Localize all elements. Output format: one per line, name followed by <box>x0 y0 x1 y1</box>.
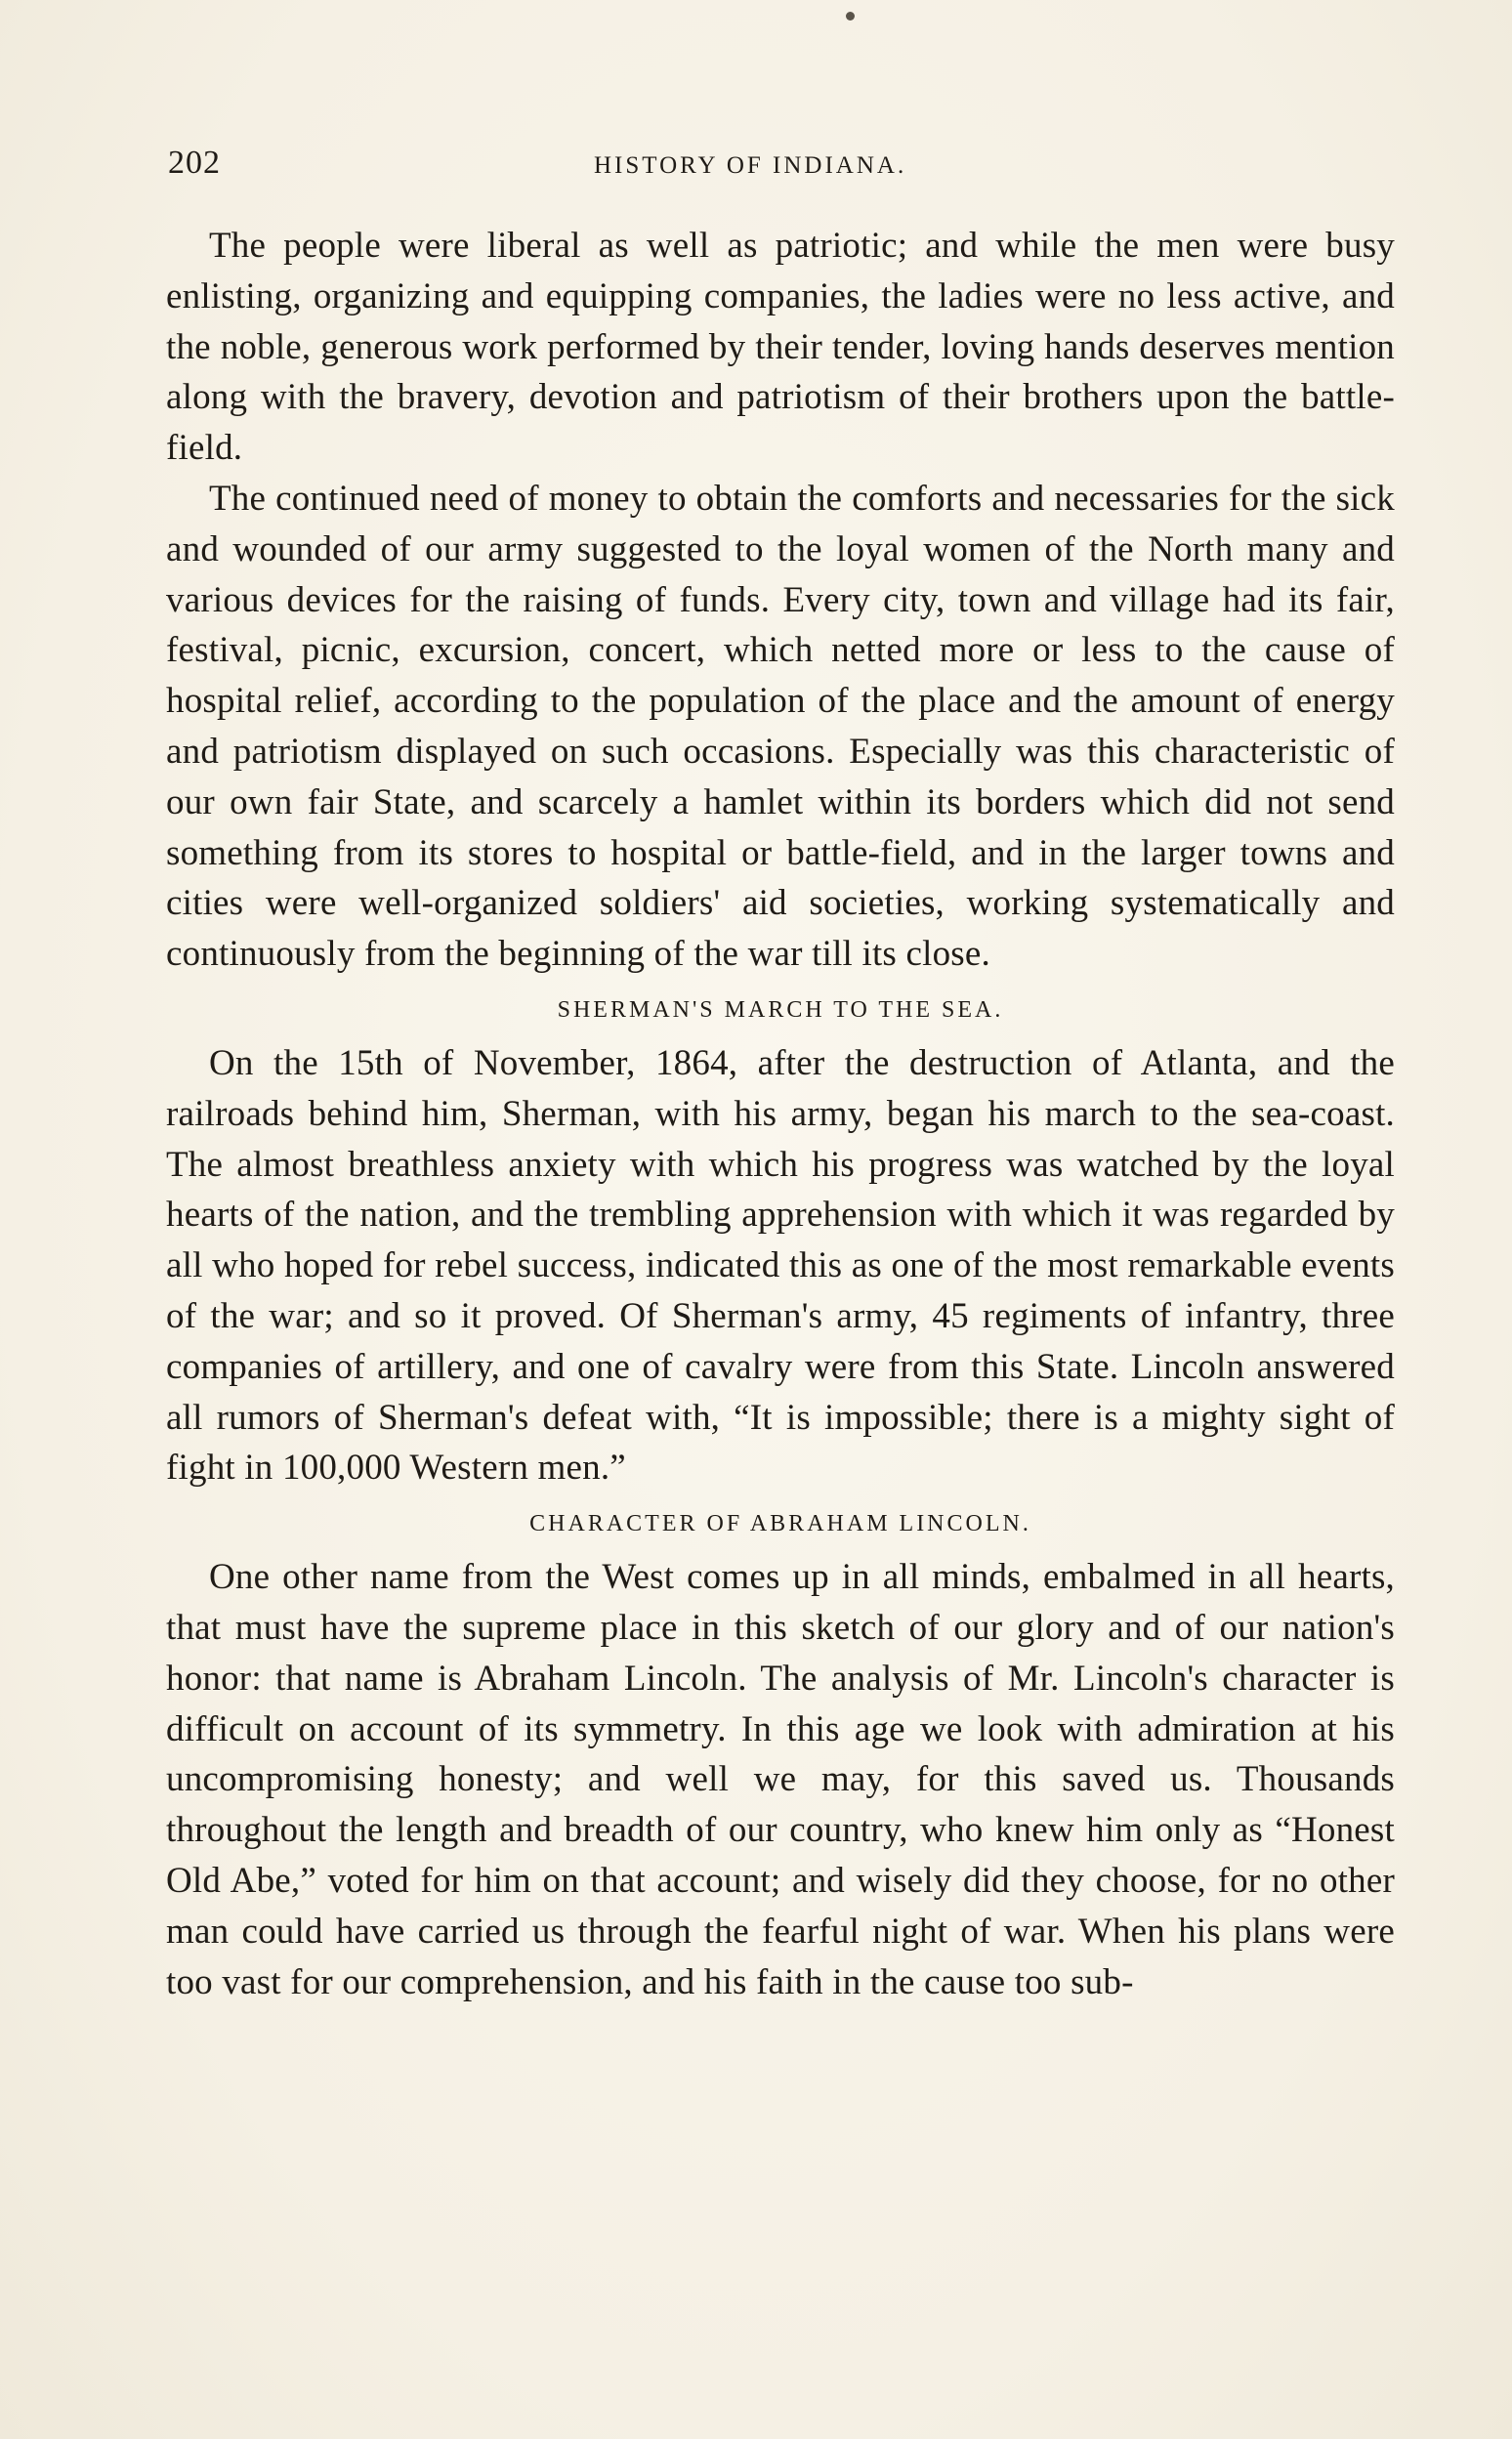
running-header <box>168 145 1399 193</box>
paragraph-hospital-relief: The continued need of money to obtain the comforts and necessaries for the sick and wounded of our army suggested to the loyal women of the North many and various devices for the raising of funds. Every city, town and village had its fair, festival, picnic, excursion, concert, which netted more or less to the cause of hospital relief, according to the population of the place and the amount of energy and patriotism displayed on such occasions. Especially was this characteristic of our own fair State, and scarcely a hamlet within its borders which did not send something from its stores to hospital or battle-field, and in the larger towns and cities were well-organized soldiers' aid societies, working systematically and continuously from the beginning of the war till its close. <box>166 478 1395 975</box>
section-heading-lincoln: CHARACTER OF ABRAHAM LINCOLN. <box>529 1511 1031 1537</box>
ink-speck <box>846 12 855 21</box>
page-body <box>166 221 1395 2007</box>
running-title: HISTORY OF INDIANA. <box>594 152 907 179</box>
section-heading-sherman: SHERMAN'S MARCH TO THE SEA. <box>557 996 1004 1023</box>
paragraph-lincoln-character: One other name from the West comes up in all minds, embalmed in all hearts, that must have the supreme place in this sketch of our glory and of our nation's honor: that name is Abraham Lincoln. The analysis of Mr. Lincoln's character is difficult on account of its symmetry. In this age we look with admiration at his uncompromising honesty; and well we may, for this saved us. Thousands throughout the length and breadth of our country, who knew him only as “Honest Old Abe,” voted for him on that account; and wisely did they choose, for no other man could have carried us through the fearful night of war. When his plans were too vast for our comprehension, and his faith in the cause too sub- <box>166 1557 1395 2002</box>
paragraph-sherman-march: On the 15th of November, 1864, after the destruction of Atlanta, and the railroads behind him, Sherman, with his army, began his march to the sea-coast. The almost breathless anxiety with which his progress was watched by the loyal hearts of the nation, and the trembling apprehension with which it was regarded by all who hoped for rebel success, indicated this as one of the most remarkable events of the war; and so it proved. Of Sherman's army, 45 regiments of infantry, three companies of artillery, and one of cavalry were from this State. Lincoln answered all rumors of Sherman's defeat with, “It is impossible; there is a mighty sight of fight in 100,000 Western men.” <box>166 1042 1395 1489</box>
paragraph-ladies-work: The people were liberal as well as patriotic; and while the men were busy enlisting, organizing and equipping companies, the ladies were no less active, and the noble, generous work performed by their tender, loving hands deserves mention along with the bravery, devotion and patriotism of their brothers upon the battle-field. <box>166 226 1395 469</box>
page-number: 202 <box>168 145 221 181</box>
